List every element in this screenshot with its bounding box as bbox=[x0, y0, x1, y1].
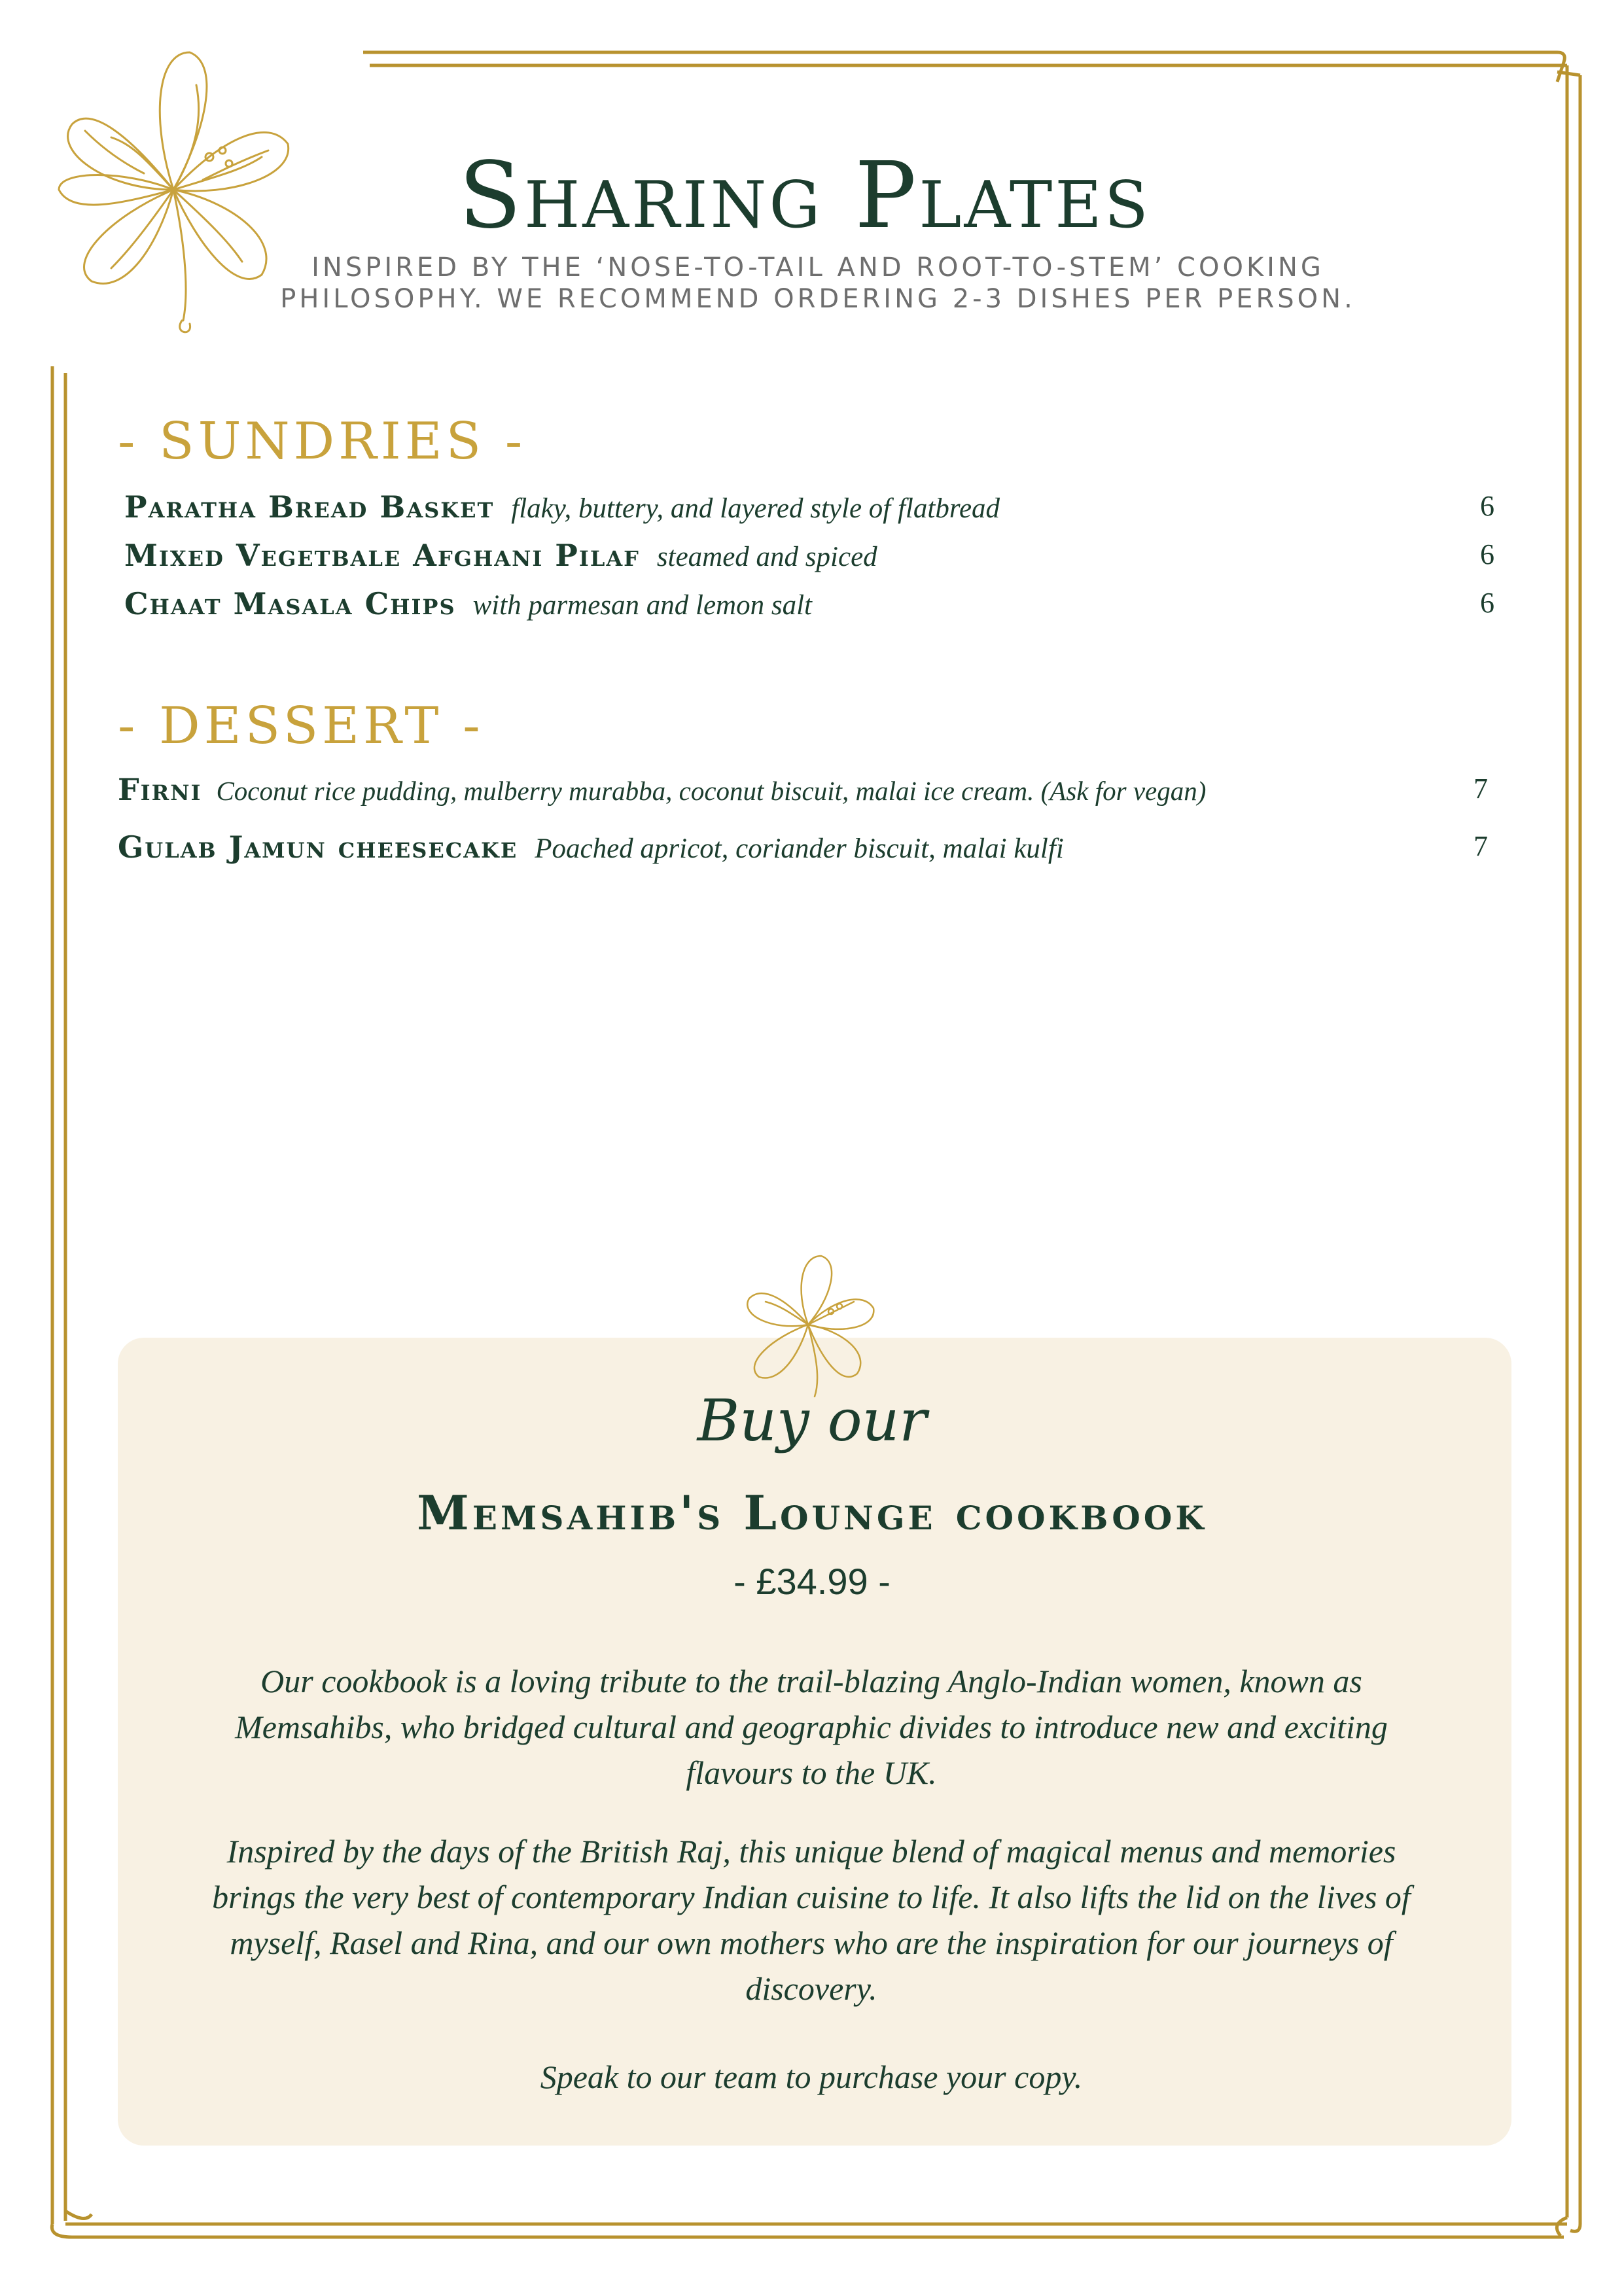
hibiscus-flower-small-icon bbox=[723, 1246, 893, 1403]
menu-item-price: 6 bbox=[1480, 538, 1494, 570]
section-title-sundries: - SUNDRIES - bbox=[118, 412, 527, 471]
menu-item-name: Chaat Masala Chips with parmesan and lemon salt bbox=[124, 586, 812, 621]
subtitle-line-2: PHILOSOPHY. WE RECOMMEND ORDERING 2-3 DISHES PER PERSON. bbox=[280, 284, 1356, 314]
menu-item-name: Firni Coconut rice pudding, mulberry murabba, coconut biscuit, malai ice cream. (Ask for vegan) bbox=[118, 772, 1207, 807]
menu-item-description: flaky, buttery, and layered style of flatbread bbox=[511, 493, 1000, 524]
menu-item-price: 6 bbox=[1480, 490, 1494, 522]
menu-item-description: steamed and spiced bbox=[656, 542, 877, 572]
menu-item bbox=[0, 586, 1624, 625]
page-title: Sharing Plates bbox=[459, 143, 1151, 249]
menu-item-description: Coconut rice pudding, mulberry murabba, coconut biscuit, malai ice cream. (Ask for vegan) bbox=[216, 776, 1207, 806]
menu-item-name: Mixed Vegetbale Afghani Pilaf steamed and spiced bbox=[124, 538, 877, 573]
promo-paragraph-1: Our cookbook is a loving tribute to the trail-blazing Anglo-Indian women, known as Memsahibs, who bridged cultural and geographic divides to introduce new and exciting flavours to the UK. bbox=[235, 1663, 1388, 1791]
menu-item-price: 6 bbox=[1480, 587, 1494, 619]
subtitle-line-1: INSPIRED BY THE ‘NOSE-TO-TAIL AND ROOT-TO-STEM’ COOKING bbox=[311, 252, 1324, 283]
menu-item bbox=[0, 772, 1624, 811]
cookbook-price: - £34.99 - bbox=[733, 1561, 891, 1602]
promo-paragraph-2: Inspired by the days of the British Raj, this unique blend of magical menus and memories brings the very best of contemporary Indian cuisine to life. It also lifts the lid on the lives of myself, Rasel and Rina, and our own mothers who are the inspiration for our journeys of discovery. bbox=[212, 1833, 1411, 2007]
menu-item bbox=[0, 829, 1624, 869]
menu-item-price: 7 bbox=[1474, 830, 1488, 862]
page-subtitle bbox=[275, 252, 1361, 315]
buy-our-label: Buy our bbox=[697, 1387, 927, 1454]
menu-item-description: Poached apricot, coriander biscuit, malai kulfi bbox=[535, 833, 1064, 864]
hibiscus-flower-icon bbox=[33, 26, 314, 340]
section-title-dessert: - DESSERT - bbox=[118, 697, 484, 756]
menu-item-price: 7 bbox=[1474, 773, 1488, 805]
menu-item-name: Gulab Jamun cheesecake Poached apricot, coriander biscuit, malai kulfi bbox=[118, 829, 1064, 865]
menu-item-name: Paratha Bread Basket flaky, buttery, and layered style of flatbread bbox=[124, 489, 1000, 525]
menu-item-description: with parmesan and lemon salt bbox=[472, 590, 812, 621]
promo-paragraph-3: Speak to our team to purchase your copy. bbox=[540, 2059, 1083, 2095]
cookbook-title: Memsahib's Lounge cookbook bbox=[417, 1485, 1207, 1540]
menu-item bbox=[0, 538, 1624, 577]
menu-item bbox=[0, 489, 1624, 529]
